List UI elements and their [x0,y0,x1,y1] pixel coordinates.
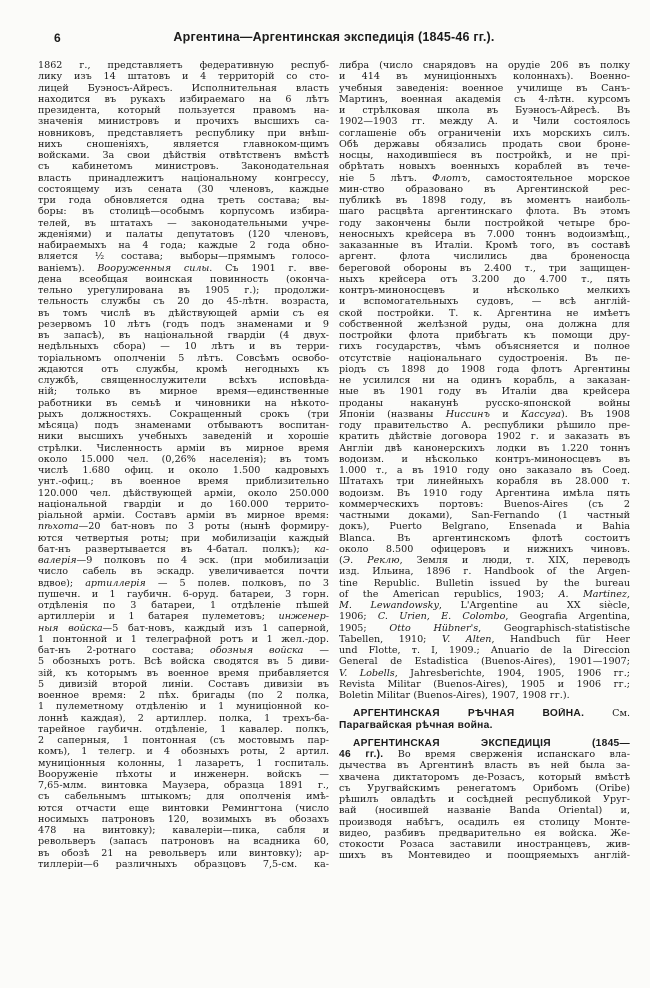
text-line: либра (число снарядовъ на орудіе 206 въ полку [339,60,630,71]
text-line: гихъ государствъ, чѣмъ объясняется и полное [339,341,630,353]
text-line: ріодъ съ 1898 до 1908 года флотъ Аргентины [339,363,630,375]
text-line: собственной желѣзной руды, она должна для [339,318,630,330]
text-line: власть принадлежитъ національному конгрессу, [38,172,329,184]
text-line: ніе 5 лѣтъ. Флотъ, самостоятельное морское [339,172,630,184]
text-line: заказанные въ Италіи. Кромѣ того, въ составѣ [339,240,630,251]
text-line: состоящему изъ сената (30 членовъ, каждые [38,183,329,195]
italic-text: V. Alten [441,633,492,645]
italic-text: Э. Реклю [342,555,400,566]
text-line: контръ-миноносцевъ и нѣсколько мелкихъ [339,285,630,296]
text-line: съ Уругвайскимъ ренегатомъ Орибомъ (Oribe) [339,782,630,794]
text-line: of the American republics, 1903; A. Martinez, [339,588,630,600]
text-line: производя набѣгъ, осадилъ ея столицу Монте- [339,816,630,828]
text-line: военное время: 2 пѣх. бригады (по 2 полка, [38,690,329,701]
italic-text: ка- [314,543,329,555]
text-line: бат-нъ 2-ротнаго состава; обозныя войска — [38,645,329,656]
text-line: работники въ семьѣ и чиновники на нѣкото- [38,397,329,409]
text-line: новниковъ, представляетъ республику при внѣш- [38,127,329,139]
text-line: хвачена диктаторомъ де-Розасъ, который вмѣстѣ [339,771,630,783]
text-line: 1.000 т., а въ 1910 году оно заказало въ Соед. [339,465,630,476]
text-line: лику изъ 14 штатовъ и 4 территорій со сто- [38,71,329,83]
text-line: 1 понтонной и 1 телеграфной ротъ и 1 жел.-дор. [38,633,329,645]
text-line: докъ), Puerto Belgrano, Ensenada и Bahia [339,521,630,533]
text-line: артиллеріи и 1 батарея пулеметовъ; инженер- [38,611,329,623]
text-line: изд. Ильина, 1896 г. Handbook of the Argen- [339,566,630,578]
text-line: 478 на винтовку); кавалеріи—пика, сабля и [38,825,329,836]
text-line: и 414 въ муниціонныхъ колоннахъ). Военно- [339,71,630,83]
text-line: тарейное гаубичн. отдѣленіе, 1 кавалер. полкъ, [38,723,329,735]
text-line: ріальной арміи. Составъ арміи въ мирное время: [38,510,329,521]
text-line: году закончены были постройкой четыре бро- [339,217,630,229]
text-line: кратить дѣйствіе договора 1902 г. и заказать въ [339,431,630,443]
text-line: около 8.500 офицеровъ и нижнихъ чиновъ. [339,543,630,555]
text-line: постройки флота прибѣгать къ помощи дру- [339,330,630,341]
text-line: 2 саперныя, 1 понтонная (съ мостовымъ пар- [38,735,329,746]
text-line: Обѣ державы обязались продать свои броне- [339,138,630,150]
text-line: тельность службы съ 20 до 45-лѣтн. возраста, [38,296,329,308]
text-line: съ сабельнымъ штыкомъ; для ополченія имѣ- [38,791,329,803]
text-line: шихъ въ Монтевидео и поощряемыхъ англій- [339,850,630,862]
text-line: ныя войска—5 бат-новъ, каждый изъ 1 саперной, [38,622,329,634]
text-line: пушечн. и 1 гаубичн. 6-оруд. батареи, 3 горн. [38,588,329,600]
bold-heading-text: АРГЕНТИНСКАЯ РѢЧНАЯ ВОЙНА. [353,708,585,720]
text-line: обрѣтать новыхъ военныхъ кораблей въ тече- [339,161,630,173]
text-line: недѣльныхъ сбора) — 10 лѣтъ и въ терри- [38,341,329,353]
text-line: лицей Буэносъ-Айресъ. Исполнительная власть [38,82,329,94]
text-line: вдвое); артиллерія — 5 полев. полковъ, по 3 [38,577,329,589]
italic-text: Кассуга [520,408,561,420]
text-line: Вооруженіе пѣхоты и инженерн. войскъ — [38,768,329,780]
text-line: ской постройки. Т. к. Аргентина не имѣетъ [339,307,630,319]
text-line: водоизм. и нѣсколько контръ-миноносцевъ въ [339,453,630,465]
text-line: мѣсяца) подъ знаменами отбываютъ воспитан- [38,420,329,431]
text-line: тиллеріи—6 различныхъ образцовъ 7,5-см. ка- [38,858,329,870]
text-columns [38,60,630,870]
text-line: носимыхъ патроновъ 120, возимыхъ въ обозахъ [38,813,329,825]
text-line: комъ), 1 телегр. и 4 обозныхъ роты, 2 артил. [38,746,329,758]
text-line: жденіями) и палаты депутатовъ (120 членовъ, [38,228,329,240]
text-line: Мартинъ, военная академія съ 4-лѣтн. курсомъ [339,93,630,105]
text-line: 120.000 чел. дѣйствующей арміи, около 250.000 [38,487,329,499]
text-line: носцы, находившіеся въ постройкѣ, и не прі- [339,150,630,161]
text-line [339,720,630,731]
italic-text: инженер- [278,611,329,623]
text-line: V. Lobells, Jahresberichte, 1904, 1905, 1906 гг.; [339,667,630,679]
text-line: нихъ сношеніяхъ, является главноком-щимъ [38,138,329,150]
text-line: унт.-офиц.; въ военное время приблизительно [38,476,329,488]
italic-text: артиллерія [85,577,146,589]
text-line: три года обновляется одна треть состава; вы- [38,195,329,206]
left-column [38,60,329,870]
text-line: зій, къ которымъ въ военное время прибавляется [38,667,329,679]
entry-heading [339,738,630,862]
bold-heading-text: АРГЕНТИНСКАЯ ЭКСПЕДИЦІЯ (1845— [353,737,630,749]
text-line: торіальномъ ополченіи 5 лѣтъ. Совсѣмъ освобо- [38,352,329,364]
text-line: револьверъ (запасъ патроновъ на всадника 60, [38,836,329,848]
text-line: въ томъ числѣ въ дѣйствующей арміи съ ея [38,307,329,319]
text-line: 7,65-млм. винтовка Маузера, образца 1891 г., [38,780,329,791]
text-line: Boletin Militar (Buenos-Aires), 1907, 1908 гг.). [339,690,570,701]
text-line: (Э. Реклю, Земля и люди, т. XIX, переводъ [339,555,630,566]
paragraph-continuation [38,60,329,870]
text-line: береговой обороны въ 2.400 т., три защищен- [339,262,630,274]
italic-text: Вооруженныя силы. [97,262,213,274]
text-line: водоизм. Въ 1910 году Аргентина имѣла пять [339,487,630,499]
text-line: тельно урегулирована въ 1905 г.); продолжи- [38,285,329,296]
text-line: неносныхъ крейсера въ 7.000 тоннъ водоизмѣщ., [339,228,630,240]
text-line: 1905; Otto Hübner's, Geographisch-statistische [339,622,630,634]
italic-text: обозныя войска [209,645,304,656]
text-line: публикѣ въ 1898 году, въ моментъ наиболь- [339,195,630,206]
text-line: валерія—9 полковъ по 4 эск. (при мобилизаціи [38,555,329,566]
text-line: службѣ, священнослужители всѣхъ исповѣда- [38,375,329,386]
text-line: 1862 г., представляетъ федеративную респуб- [38,60,329,71]
text-line: ются четвертыя роты; при мобилизаціи каждый [38,532,329,544]
italic-text: M. Lewandowsky [339,600,439,611]
text-line: 1 пулеметному отдѣленію и 1 муниціонной ко- [38,701,329,713]
text-line: видео, разбивъ предварительно ея войска. Же- [339,827,630,839]
bold-heading-text: Парагвайская рѣчная война. [339,719,493,731]
text-line: телей, въ штатахъ — законодательными учре- [38,217,329,229]
bold-heading-text: 46 гг.). [339,749,384,760]
text-line: Revista Militar (Buenos-Aires), 1905 и 1906 гг.; [339,678,630,690]
entry-heading [339,708,630,731]
text-line: ются отчасти еще винтовки Ремингтона (число [38,802,329,814]
running-head [38,30,630,48]
text-line: Blanca. Въ аргентинскомъ флотѣ состоитъ [339,532,630,544]
text-line: дена всеобщая воинская повинность (оконча- [38,273,329,285]
text-line: числѣ 1.680 офиц. и около 1.500 кадровыхъ [38,465,329,476]
text-line: стрѣлки. Численность арміи въ мирное время [38,442,329,454]
text-line: рыхъ должностяхъ. Сокращенный срокъ (три [38,408,329,420]
text-line: ваніемъ). Вооруженныя силы. Съ 1901 г. вве- [38,262,329,274]
text-line: и вспомогательныхъ судовъ, — всѣ англій- [339,296,630,308]
text-line: Англіи двѣ канонерскихъ лодки въ 1.220 тоннъ [339,442,630,454]
italic-text: ныя войска [38,622,103,634]
text-line: ждаются отъ службы, кромѣ негодныхъ къ [38,363,329,375]
text-line: Штатахъ три линейныхъ корабля въ 28.000 т. [339,476,630,488]
text-line: не усилился ни на одинъ корабль, а заказан- [339,375,630,386]
text-line: учебныя заведенія: военное училище въ Санъ- [339,82,630,94]
text-line: tine Republic. Bulletin issued by the bureau [339,577,630,589]
text-line: отдѣленія по 3 батареи, 1 отдѣленіе пѣшей [38,600,329,611]
italic-text: валерія [38,555,77,566]
text-line: ники высшихъ учебныхъ заведеній и хорошіе [38,431,329,443]
text-line: General de Estadistica (Buenos-Aires), 1901—1907; [339,656,630,668]
text-line: рѣшилъ овладѣть и сосѣдней республикой Уруг- [339,794,630,805]
right-column [339,60,630,870]
page-title: Аргентина—Аргентинская экспедиція (1845-46 гг.). [173,30,495,44]
text-line: ныхъ крейсера отъ 3.200 до 4.700 т., пять [339,273,630,285]
text-line: набираемыхъ на 4 года; каждые 2 года обно- [38,240,329,251]
text-line: Tabellen, 1910; V. Alten, Handbuch für Heer [339,633,630,645]
italic-text: C. Urien, E. Colombo [377,611,506,623]
text-line: боры: въ столицѣ—особымъ корпусомъ избира- [38,206,329,218]
text-line: войсками. За свои дѣйствія отвѣтственъ вмѣстѣ [38,150,329,161]
text-line: въ запасѣ), въ національной гвардіи (4 двух- [38,330,329,341]
text-line: и стрѣлковая школа въ Буэносъ-Айресѣ. Въ [339,105,630,116]
text-line: аргент. флота числились два броненосца [339,251,630,263]
paragraph-continuation [339,60,630,701]
text-line: мин-ство образовано въ Аргентинской рес- [339,183,630,195]
text-line: лоннѣ каждая), 2 артиллер. полка, 1 трехъ-ба- [38,712,329,724]
text-line: стокости Розаса заставили иностранцевъ, жив- [339,839,630,850]
italic-text: Ниссинъ [445,408,490,420]
italic-text: V. Lobells [339,667,395,679]
page-number: 6 [54,31,61,45]
text-line: въ обозѣ 21 на револьверъ или винтовку); ар- [38,847,329,859]
italic-text: A. Martinez, [558,588,630,600]
italic-text: Флотъ [432,172,468,184]
text-line: M. Lewandowsky, L'Argentine au XX siècle, [339,600,630,611]
text-line: 5 обозныхъ ротъ. Всѣ войска сводятся въ 5 диви- [38,656,329,668]
text-line: національной гвардіи и до 160.000 террито- [38,498,329,510]
text-line: 1902—1903 гг. между А. и Чили состоялось [339,116,630,128]
text-line: коммерческихъ портовъ: Buenos-Aires (съ 2 [339,498,630,510]
text-line: пѣхота—20 бат-новъ по 3 роты (нынѣ формиру- [38,521,329,533]
text-line: вляется ½ состава; выборы—прямымъ голосо- [38,251,329,263]
text-line: съ кабинетомъ министровъ. Законодательная [38,161,329,173]
text-line: вай (носившей названіе Banda Oriental) и, [339,805,630,817]
text-line: находится въ рукахъ избираемаго на 6 лѣтъ [38,93,329,105]
text-line: 46 гг.). Во время сверженія испанскаго вла- [339,749,630,760]
text-line: частными доками), San-Fernando (1 частный [339,510,630,521]
text-line: отсутствіе національнаго судостроенія. Въ пе- [339,352,630,364]
italic-text: пѣхота [38,521,79,533]
text-line: число сабель въ эскадр. увеличивается почти [38,566,329,578]
text-line: дычества въ Аргентинѣ власть въ ней была за- [339,760,630,772]
italic-text: Otto Hübner's [389,622,479,634]
text-line: бат-нъ развертывается въ 4-батал. полкъ); ка- [38,543,329,555]
text-line: 1906; C. Urien, E. Colombo, Geografia Argentina, [339,611,630,623]
text-line: Японіи (названы Ниссинъ и Кассуга). Въ 1908 [339,408,630,420]
text-line: резервомъ 10 лѣтъ (годъ подъ знаменами и 9 [38,318,329,330]
text-line: около 15.000 чел. (0,26% населенія); въ томъ [38,453,329,465]
text-line: 5 дивизій второй линіи. Составъ дивизіи въ [38,678,329,690]
text-line: ній; только въ мирное время—единственные [38,386,329,398]
text-line [339,738,630,749]
text-line: ные въ 1901 году въ Италіи два крейсера [339,386,630,398]
text-line: АРГЕНТИНСКАЯ РѢЧНАЯ ВОЙНА. См. [353,708,630,720]
text-line: президента, который пользуется правомъ на- [38,105,329,116]
text-line: году правительство А. республики рѣшило пре- [339,420,630,431]
text-line: муниціонныя колонны, 1 лазаретъ, 1 госпиталь. [38,757,329,769]
text-line: значенія министровъ и прочихъ высшихъ са- [38,116,329,128]
text-line: соглашеніе объ ограниченіи ихъ морскихъ силъ. [339,127,630,139]
text-line: шаго расцвѣта аргентинскаго флота. Въ этомъ [339,206,630,218]
text-line: проданы наканунѣ русско-японской войны [339,397,630,409]
text-line: und Flotte, т. I, 1909.; Anuario de la Direccion [339,645,630,656]
